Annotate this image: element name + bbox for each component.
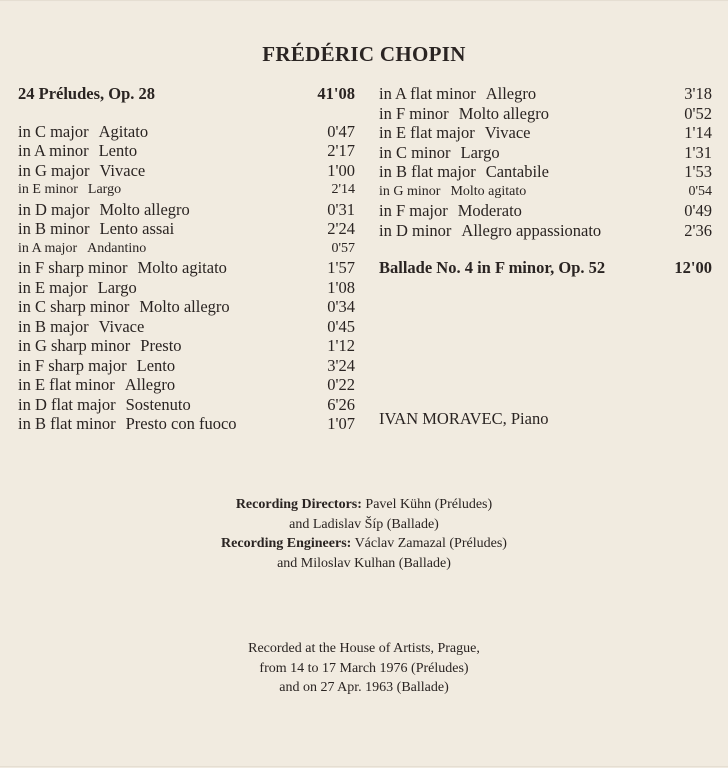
prelude-tempo: Largo	[460, 142, 500, 162]
prelude-key: in G major	[18, 160, 90, 180]
prelude-duration: 2'17	[327, 141, 355, 160]
performer: IVAN MORAVEC, Piano	[379, 409, 549, 428]
preludes-left-column	[18, 84, 355, 434]
prelude-duration: 0'54	[688, 183, 712, 199]
prelude-row	[18, 375, 355, 395]
recording-credits	[0, 495, 728, 573]
prelude-key: in B major	[18, 316, 89, 336]
prelude-row	[18, 258, 355, 278]
prelude-row	[18, 122, 355, 142]
prelude-tempo: Allegro	[485, 84, 537, 103]
prelude-tempo: Vivace	[98, 316, 145, 336]
recording-venue	[0, 639, 728, 698]
recorded-line1: Recorded at the House of Artists, Prague,	[248, 641, 480, 656]
directors-line1: Pavel Kühn (Préludes)	[365, 497, 493, 512]
prelude-key: in D minor	[379, 220, 452, 240]
prelude-duration: 0'34	[327, 297, 355, 316]
prelude-key: in F sharp minor	[18, 258, 128, 277]
directors-line2: and Ladislav Šíp (Ballade)	[289, 516, 439, 532]
fold-line-top	[0, 0, 728, 2]
prelude-tempo: Molto agitato	[450, 183, 527, 199]
prelude-duration: 0'31	[327, 199, 355, 219]
prelude-key: in C minor	[379, 142, 451, 162]
prelude-row	[379, 221, 712, 241]
prelude-key: in F minor	[379, 103, 449, 123]
prelude-row	[379, 201, 712, 221]
prelude-key: in D major	[18, 199, 90, 219]
spacer	[18, 104, 355, 122]
prelude-tempo: Allegro appassionato	[461, 220, 602, 240]
spacer	[379, 240, 712, 258]
prelude-key: in G minor	[379, 183, 441, 199]
prelude-key: in C major	[18, 121, 89, 141]
prelude-row	[379, 143, 712, 163]
prelude-key: in G sharp minor	[18, 336, 131, 355]
prelude-key: in B minor	[18, 219, 90, 238]
preludes-heading	[18, 84, 355, 104]
prelude-row	[18, 239, 355, 259]
prelude-duration: 1'53	[684, 162, 712, 181]
prelude-key: in C sharp minor	[18, 297, 130, 316]
engineers-label: Recording Engineers:	[221, 536, 352, 551]
ballade-row	[379, 258, 712, 278]
prelude-duration: 1'12	[327, 336, 355, 355]
ballade-time: 12'00	[674, 258, 712, 277]
prelude-tempo: Molto agitato	[137, 258, 227, 277]
prelude-tempo: Vivace	[99, 160, 146, 180]
prelude-row	[18, 395, 355, 415]
prelude-duration: 0'49	[684, 201, 712, 220]
engineers-line1: Václav Zamazal (Préludes)	[354, 536, 507, 551]
preludes-right-list	[379, 84, 712, 240]
prelude-key: in E flat minor	[18, 375, 115, 394]
directors-label: Recording Directors:	[235, 497, 362, 512]
prelude-tempo: Presto con fuoco	[125, 414, 237, 433]
prelude-tempo: Allegro	[124, 375, 176, 394]
prelude-duration: 6'26	[327, 394, 355, 414]
credits-directors-line	[0, 495, 728, 515]
prelude-row	[18, 356, 355, 376]
prelude-tempo: Sostenuto	[125, 394, 191, 414]
prelude-row	[379, 104, 712, 124]
prelude-duration: 1'14	[684, 123, 712, 142]
engineers-line2: and Miloslav Kulhan (Ballade)	[277, 555, 451, 571]
prelude-tempo: Agitato	[98, 121, 149, 141]
prelude-row	[18, 161, 355, 181]
prelude-row	[18, 278, 355, 298]
prelude-duration: 0'47	[327, 121, 355, 141]
preludes-heading-title: 24 Préludes, Op. 28	[18, 84, 156, 103]
credits-engineers-line	[0, 534, 728, 554]
prelude-duration: 3'24	[327, 355, 355, 375]
prelude-duration: 0'22	[327, 375, 355, 394]
prelude-row	[18, 219, 355, 239]
prelude-tempo: Molto allegro	[139, 297, 230, 316]
prelude-tempo: Molto allegro	[99, 199, 190, 219]
prelude-row	[18, 414, 355, 434]
prelude-tempo: Lento assai	[99, 219, 175, 238]
prelude-key: in B flat major	[379, 162, 476, 181]
prelude-row	[18, 297, 355, 317]
prelude-duration: 1'00	[327, 160, 355, 180]
prelude-key: in D flat major	[18, 394, 116, 414]
prelude-row	[18, 180, 355, 200]
prelude-duration: 2'14	[331, 182, 355, 197]
prelude-tempo: Cantabile	[485, 162, 549, 181]
recorded-line2: from 14 to 17 March 1976 (Préludes)	[259, 660, 469, 676]
prelude-row	[18, 317, 355, 337]
ballade-title: Ballade No. 4 in F minor, Op. 52	[379, 258, 606, 277]
prelude-row	[18, 200, 355, 220]
prelude-duration: 1'07	[327, 414, 355, 433]
prelude-duration: 1'57	[327, 258, 355, 277]
preludes-left-list	[18, 122, 355, 434]
prelude-tempo: Andantino	[87, 240, 147, 256]
prelude-key: in B flat minor	[18, 414, 116, 433]
preludes-right-column	[379, 84, 712, 278]
prelude-row	[379, 162, 712, 182]
prelude-row	[18, 141, 355, 161]
prelude-row	[379, 84, 712, 104]
prelude-row	[18, 336, 355, 356]
prelude-duration: 2'24	[327, 219, 355, 238]
prelude-duration: 1'08	[327, 277, 355, 297]
prelude-duration: 0'45	[327, 316, 355, 336]
prelude-row	[379, 182, 712, 202]
prelude-tempo: Largo	[97, 277, 137, 297]
prelude-row	[379, 123, 712, 143]
preludes-heading-time: 41'08	[317, 84, 355, 103]
prelude-tempo: Largo	[87, 182, 122, 197]
prelude-key: in A minor	[18, 141, 89, 160]
prelude-tempo: Vivace	[484, 123, 531, 142]
prelude-duration: 0'52	[684, 103, 712, 123]
prelude-duration: 3'18	[684, 84, 712, 103]
prelude-tempo: Moderato	[457, 201, 522, 220]
prelude-duration: 0'57	[331, 240, 355, 256]
prelude-key: in A flat minor	[379, 84, 476, 103]
composer-title: FRÉDÉRIC CHOPIN	[262, 42, 466, 66]
prelude-key: in F sharp major	[18, 355, 127, 375]
prelude-tempo: Presto	[140, 336, 182, 355]
prelude-key: in E major	[18, 277, 88, 297]
prelude-tempo: Lento	[136, 355, 176, 375]
prelude-key: in E minor	[18, 182, 78, 197]
prelude-duration: 2'36	[684, 220, 712, 240]
prelude-tempo: Molto allegro	[458, 103, 549, 123]
prelude-key: in F major	[379, 201, 448, 220]
prelude-duration: 1'31	[684, 142, 712, 162]
prelude-key: in A major	[18, 240, 78, 256]
prelude-tempo: Lento	[98, 141, 138, 160]
prelude-key: in E flat major	[379, 123, 475, 142]
recorded-line3: and on 27 Apr. 1963 (Ballade)	[279, 680, 449, 695]
